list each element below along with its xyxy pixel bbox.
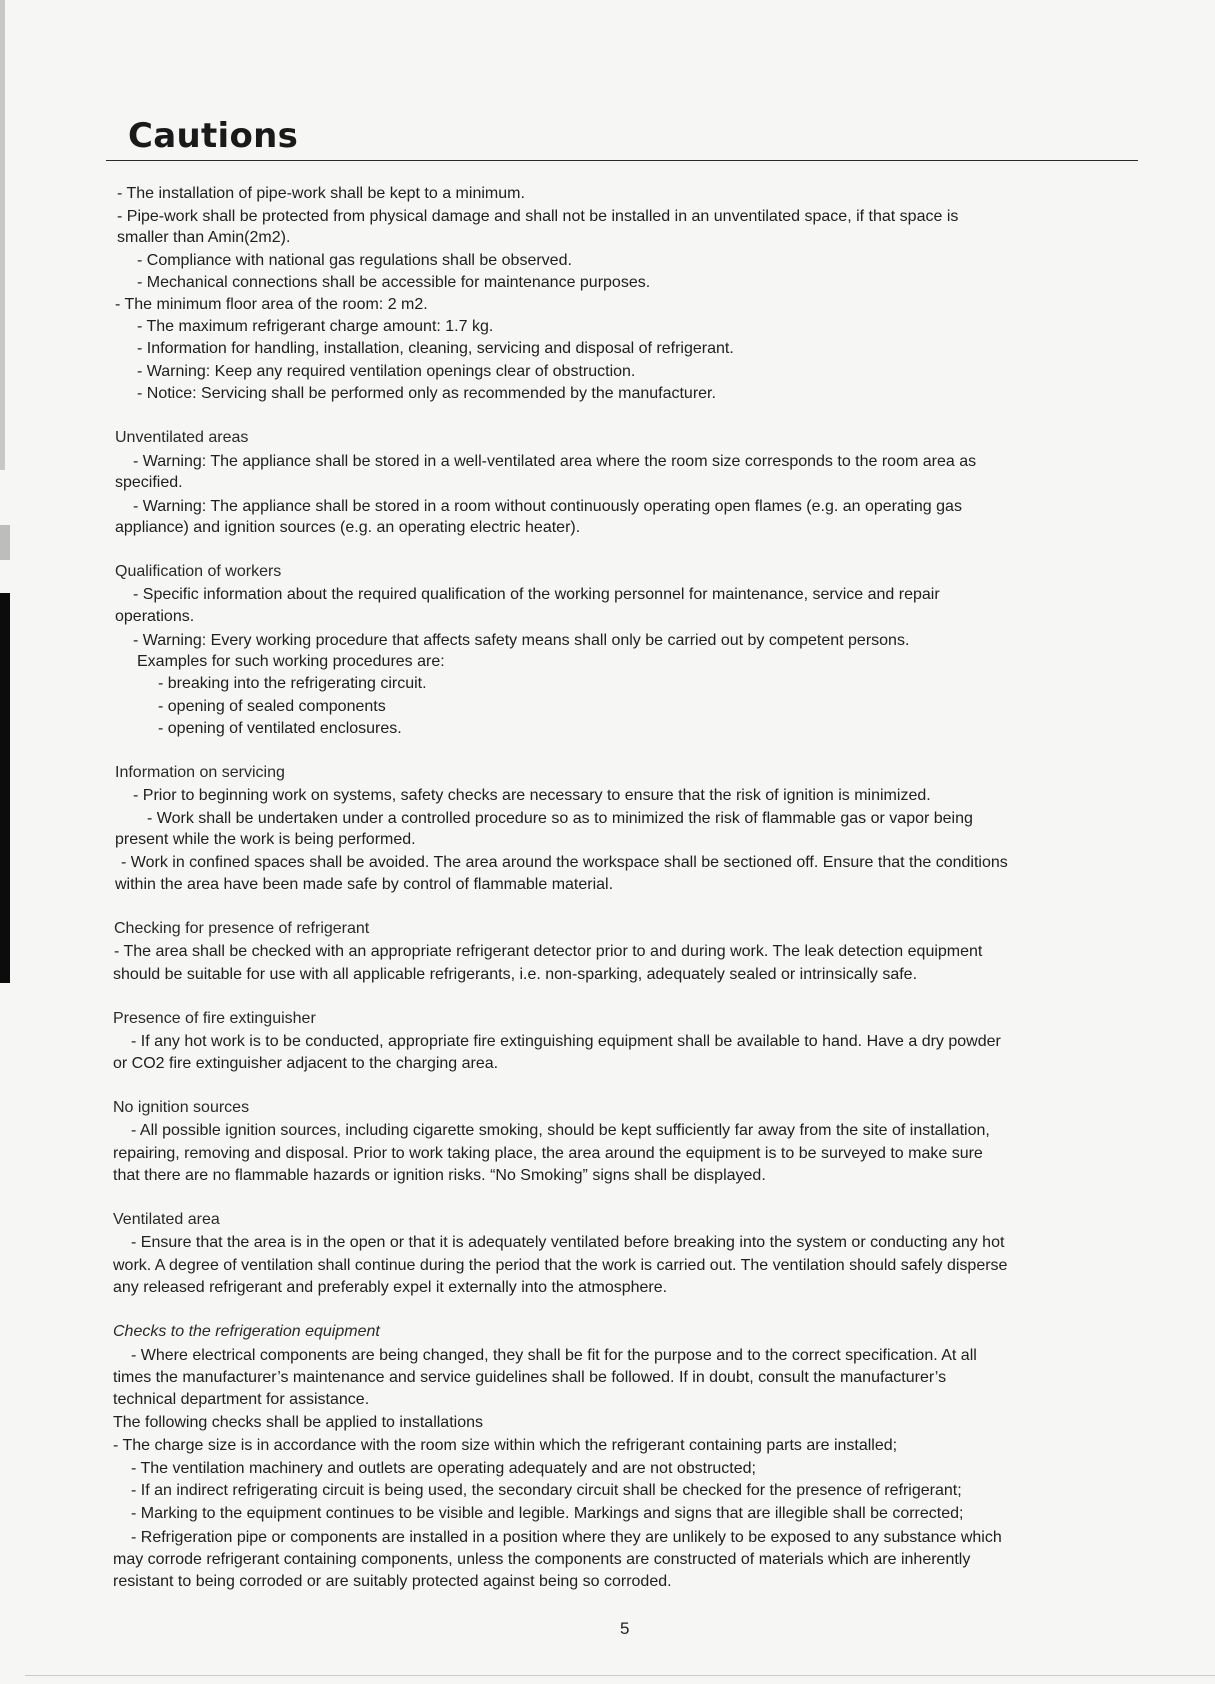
- text-line: - Ensure that the area is in the open or that it is adequately ventilated before breaking into the system or conducting any hot: [131, 1234, 1005, 1251]
- section-heading-information-on-servicing: Information on servicing: [115, 764, 285, 781]
- section-heading-presence-of-refrigerant: Checking for presence of refrigerant: [114, 920, 370, 937]
- section-heading-ventilated-area: Ventilated area: [113, 1211, 220, 1228]
- text-line: - Pipe-work shall be protected from physical damage and shall not be installed in an unventilated space, if that space is: [117, 208, 959, 225]
- scan-edge-binding-bar: [0, 593, 10, 983]
- text-line: present while the work is being performed.: [115, 831, 416, 848]
- section-heading-unventilated-areas: Unventilated areas: [115, 429, 249, 446]
- text-line: within the area have been made safe by control of flammable material.: [115, 876, 614, 893]
- text-line: - The installation of pipe-work shall be kept to a minimum.: [117, 185, 525, 202]
- text-line: that there are no flammable hazards or ignition risks. “No Smoking” signs shall be displayed.: [113, 1167, 766, 1184]
- section-heading-qualification-of-workers: Qualification of workers: [115, 563, 282, 580]
- title-underline: [106, 160, 1138, 161]
- text-line: - Work in confined spaces shall be avoided. The area around the workspace shall be sectioned off. Ensure that the conditions: [121, 854, 1008, 871]
- text-line: Examples for such working procedures are:: [137, 653, 445, 670]
- text-line: - Where electrical components are being changed, they shall be fit for the purpose and to the correct specification. At all: [131, 1347, 977, 1364]
- text-line: - Warning: The appliance shall be stored in a well-ventilated area where the room size corresponds to the room area as: [133, 453, 977, 470]
- text-line: - Information for handling, installation, cleaning, servicing and disposal of refrigerant.: [137, 340, 734, 357]
- text-line: - Prior to beginning work on systems, safety checks are necessary to ensure that the risk of ignition is minimized.: [133, 787, 931, 804]
- text-line: - Marking to the equipment continues to be visible and legible. Markings and signs that are illegible shall be corrected;: [131, 1505, 964, 1522]
- text-line: - breaking into the refrigerating circuit.: [158, 675, 427, 692]
- text-line: may corrode refrigerant containing components, unless the components are constructed of materials which are inherently: [113, 1551, 971, 1568]
- text-line: repairing, removing and disposal. Prior to work taking place, the area around the equipment is to be surveyed to make sure: [113, 1145, 983, 1162]
- scan-edge-mark: [0, 525, 10, 560]
- text-line: - If any hot work is to be conducted, appropriate fire extinguishing equipment shall be available to hand. Have a dry powder: [131, 1033, 1001, 1050]
- text-line: - Specific information about the required qualification of the working personnel for maintenance, service and repair: [133, 586, 940, 603]
- text-line: - If an indirect refrigerating circuit is being used, the secondary circuit shall be checked for the presence of refrigerant;: [131, 1482, 962, 1499]
- section-heading-no-ignition-sources: No ignition sources: [113, 1099, 250, 1116]
- text-line: should be suitable for use with all applicable refrigerants, i.e. non-sparking, adequately sealed or intrinsically safe.: [113, 966, 918, 983]
- section-heading-refrigeration-checks: Checks to the refrigeration equipment: [113, 1323, 380, 1340]
- text-line: any released refrigerant and preferably expel it externally into the atmosphere.: [113, 1279, 668, 1296]
- text-line: - Notice: Servicing shall be performed only as recommended by the manufacturer.: [137, 385, 716, 402]
- text-line: - opening of ventilated enclosures.: [158, 720, 402, 737]
- text-line: work. A degree of ventilation shall continue during the period that the work is carried out. The ventilation should safely disperse: [113, 1257, 1008, 1274]
- text-line: - The area shall be checked with an appropriate refrigerant detector prior to and during work. The leak detection equipment: [114, 943, 983, 960]
- text-line: smaller than Amin(2m2).: [117, 229, 291, 246]
- text-line: appliance) and ignition sources (e.g. an operating electric heater).: [115, 519, 581, 536]
- text-line: specified.: [115, 474, 183, 491]
- text-line: - Warning: The appliance shall be stored in a room without continuously operating open flames (e.g. an operating gas: [133, 498, 962, 515]
- text-line: The following checks shall be applied to installations: [113, 1414, 483, 1431]
- text-line: - Compliance with national gas regulations shall be observed.: [137, 252, 572, 269]
- text-line: or CO2 fire extinguisher adjacent to the charging area.: [113, 1055, 499, 1072]
- text-line: - Refrigeration pipe or components are installed in a position where they are unlikely to be exposed to any substance which: [131, 1529, 1002, 1546]
- page-number: 5: [620, 1619, 630, 1638]
- text-line: - Mechanical connections shall be accessible for maintenance purposes.: [137, 274, 651, 291]
- text-line: - Work shall be undertaken under a controlled procedure so as to minimized the risk of flammable gas or vapor being: [147, 810, 973, 827]
- text-line: times the manufacturer’s maintenance and service guidelines shall be followed. If in doubt, consult the manufacturer’s: [113, 1369, 947, 1386]
- text-line: - Warning: Keep any required ventilation openings clear of obstruction.: [137, 363, 636, 380]
- text-line: - The ventilation machinery and outlets are operating adequately and are not obstructed;: [131, 1460, 756, 1477]
- section-heading-fire-extinguisher: Presence of fire extinguisher: [113, 1010, 316, 1027]
- text-line: - Warning: Every working procedure that affects safety means shall only be carried out by competent persons.: [133, 632, 910, 649]
- text-line: - The minimum floor area of the room: 2 m2.: [115, 296, 428, 313]
- text-line: technical department for assistance.: [113, 1391, 370, 1408]
- page-bottom-edge: [25, 1675, 1215, 1676]
- text-line: operations.: [115, 608, 195, 625]
- scan-edge-shadow: [0, 0, 5, 470]
- text-line: resistant to being corroded or are suitably protected against being so corroded.: [113, 1573, 672, 1590]
- page-title: Cautions: [128, 116, 299, 156]
- text-line: - The charge size is in accordance with the room size within which the refrigerant containing parts are installed;: [113, 1437, 898, 1454]
- text-line: - The maximum refrigerant charge amount: 1.7 kg.: [137, 318, 494, 335]
- text-line: - All possible ignition sources, including cigarette smoking, should be kept sufficiently far away from the site of installation,: [131, 1122, 990, 1139]
- text-line: - opening of sealed components: [158, 698, 386, 715]
